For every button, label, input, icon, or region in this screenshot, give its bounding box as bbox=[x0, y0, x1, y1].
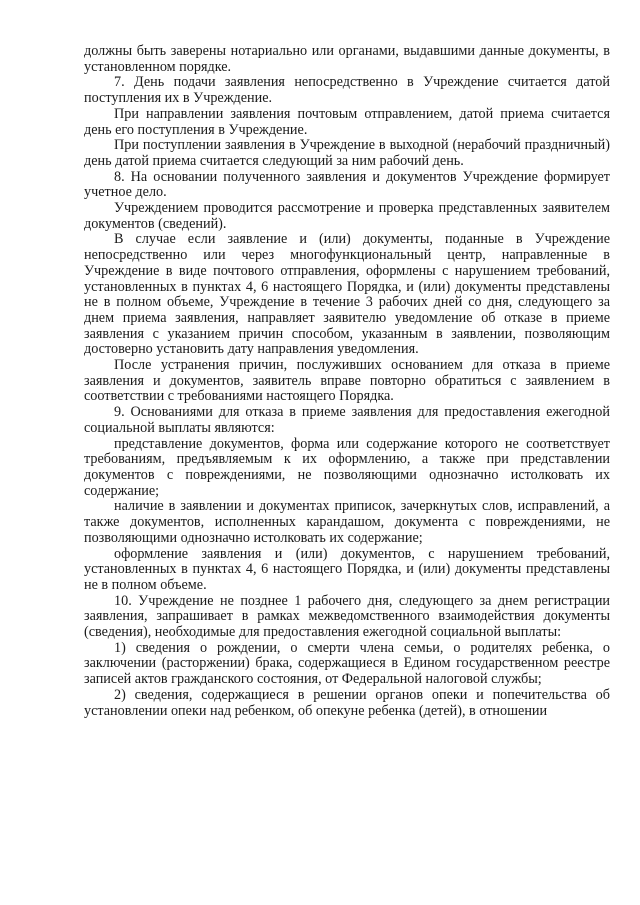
paragraph-10: наличие в заявлении и документах приписок, зачеркнутых слов, исправлений, а также документов, исполненных карандашом, документа с повреждениями, не позволяющими однозначно истолковать их содержание; bbox=[84, 498, 610, 546]
paragraph-1: 7. День подачи заявления непосредственно в Учреждение считается датой поступления их в Учреждение. bbox=[84, 74, 610, 107]
paragraph-8: 9. Основаниями для отказа в приеме заявления для предоставления ежегодной социальной выплаты являются: bbox=[84, 404, 610, 436]
paragraph-0: должны быть заверены нотариально или органами, выдавшими данные документы, в установленном порядке. bbox=[84, 43, 610, 75]
paragraph-9: представление документов, форма или содержание которого не соответствует требованиям, предъявляемым к их оформлению, а также при представлении документов с повреждениями, не позволяющими однозначно истолковать их содержание; bbox=[84, 435, 610, 499]
paragraph-13: 1) сведения о рождении, о смерти члена семьи, о родителях ребенка, о заключении (расторжении) брака, содержащиеся в Едином государственном реестре записей актов гражданского состояния, от Федеральной налоговой службы; bbox=[84, 639, 610, 688]
paragraph-5: Учреждением проводится рассмотрение и проверка представленных заявителем документов (сведений). bbox=[84, 200, 610, 232]
paragraph-14: 2) сведения, содержащиеся в решении органов опеки и попечительства об установлении опеки над ребенком, об опекуне ребенка (детей), в отношении bbox=[84, 686, 610, 719]
paragraph-7: После устранения причин, послуживших основанием для отказа в приеме заявления и документов, заявитель вправе повторно обратиться с заявлением в соответствии с требованиями настоящего Порядка. bbox=[84, 357, 610, 405]
paragraph-11: оформление заявления и (или) документов, с нарушением требований, установленных в пунктах 4, 6 настоящего Порядка, и (или) документы представлены не в полном объеме. bbox=[84, 545, 610, 593]
paragraph-6: В случае если заявление и (или) документы, поданные в Учреждение непосредственно или через многофункциональный центр, направленные в Учреждение в виде почтового отправления, оформлены с нарушением требований, установленных в пунктах 4, 6 настоящего Порядка, и (или) документы представлены не в полном объеме, Учреждение в течение 3 рабочих дней со дня, следующего за днем приема заявления, направляет заявителю уведомление об отказе в приеме заявления с указанием причин способом, указанным в заявлении, позволяющим достоверно установить дату направления уведомления. bbox=[84, 231, 610, 358]
document-page bbox=[84, 44, 610, 719]
paragraph-4: 8. На основании полученного заявления и документов Учреждение формирует учетное дело. bbox=[84, 168, 610, 201]
paragraph-3: При поступлении заявления в Учреждение в выходной (нерабочий праздничный) день датой приема считается следующий за ним рабочий день. bbox=[84, 137, 610, 169]
paragraph-12: 10. Учреждение не позднее 1 рабочего дня, следующего за днем регистрации заявления, запрашивает в рамках межведомственного взаимодействия документы (сведения), необходимые для предоставления ежегодной социальной выплаты: bbox=[84, 592, 610, 641]
paragraph-2: При направлении заявления почтовым отправлением, датой приема считается день его поступления в Учреждение. bbox=[84, 105, 610, 138]
